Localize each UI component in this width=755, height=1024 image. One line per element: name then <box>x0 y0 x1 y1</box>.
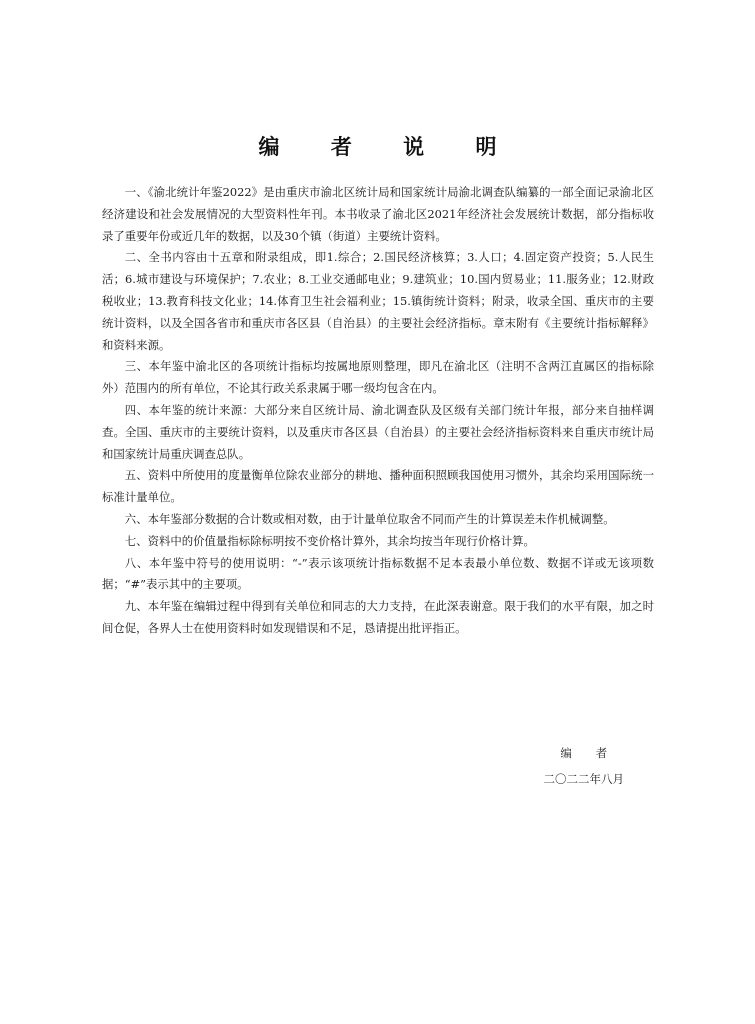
paragraph-8: 八、本年鉴中符号的使用说明：“-”表示该项统计指标数据不足本表最小单位数、数据不详或无该项数据；“#”表示其中的主要项。 <box>102 555 654 592</box>
paragraph-6: 六、本年鉴部分数据的合计数或相对数，由于计量单位取舍不同而产生的计算误差未作机械调整。 <box>124 511 615 526</box>
signature-date: 二〇二二年八月 <box>543 772 624 786</box>
paragraph-2: 二、全书内容由十五章和附录组成，即1.综合；2.国民经济核算；3.人口；4.固定资产投资；5.人民生活；6.城市建设与环境保护；7.农业；8.工业交通邮电业；9.建筑业；10.国内贸易业；11.服务业；12.财政税收业；13.教育科技文化业；14.体育卫生社会福利业；15.镇街统计资料；附录，收录全国、重庆市的主要统计资料，以及全国各省市和重庆市各区县（自治县）的主要社会经济指标。章末附有《主要统计指标解释》和资料来源。 <box>102 250 654 352</box>
paragraph-1: 一、《渝北统计年鉴2022》是由重庆市渝北区统计局和国家统计局渝北调查队编纂的一部全面记录渝北区经济建设和社会发展情况的大型资料性年刊。本书收录了渝北区2021年经济社会发展统计数据，部分指标收录了重要年份或近几年的数据，以及30个镇（街道）主要统计资料。 <box>102 185 654 243</box>
editor-notes-body <box>102 182 654 640</box>
paragraph-9: 九、本年鉴在编辑过程中得到有关单位和同志的大力支持，在此深表谢意。限于我们的水平有限，加之时间仓促，各界人士在使用资料时如发现错误和不足，恳请提出批评指正。 <box>102 599 654 635</box>
paragraph-5: 五、资料中所使用的度量衡单位除农业部分的耕地、播种面积照顾我国使用习惯外，其余均采用国际统一标准计量单位。 <box>102 468 654 505</box>
signature-author: 编 者 <box>560 746 618 760</box>
paragraph-3: 三、本年鉴中渝北区的各项统计指标均按属地原则整理，即凡在渝北区（注明不含两江直属区的指标除外）范围内的所有单位，不论其行政关系隶属于哪一级均包含在内。 <box>102 359 654 396</box>
paragraph-7: 七、资料中的价值量指标除标明按不变价格计算外，其余均按当年现行价格计算。 <box>124 533 535 548</box>
page-title: 编 者 说 明 <box>258 135 519 159</box>
paragraph-4: 四、本年鉴的统计来源：大部分来自区统计局、渝北调查队及区级有关部门统计年报，部分来自抽样调查。全国、重庆市的主要统计资料，以及重庆市各区县（自治县）的主要社会经济指标资料来自重庆市统计局和国家统计局重庆调查总队。 <box>102 402 654 461</box>
signature-block <box>544 740 625 792</box>
